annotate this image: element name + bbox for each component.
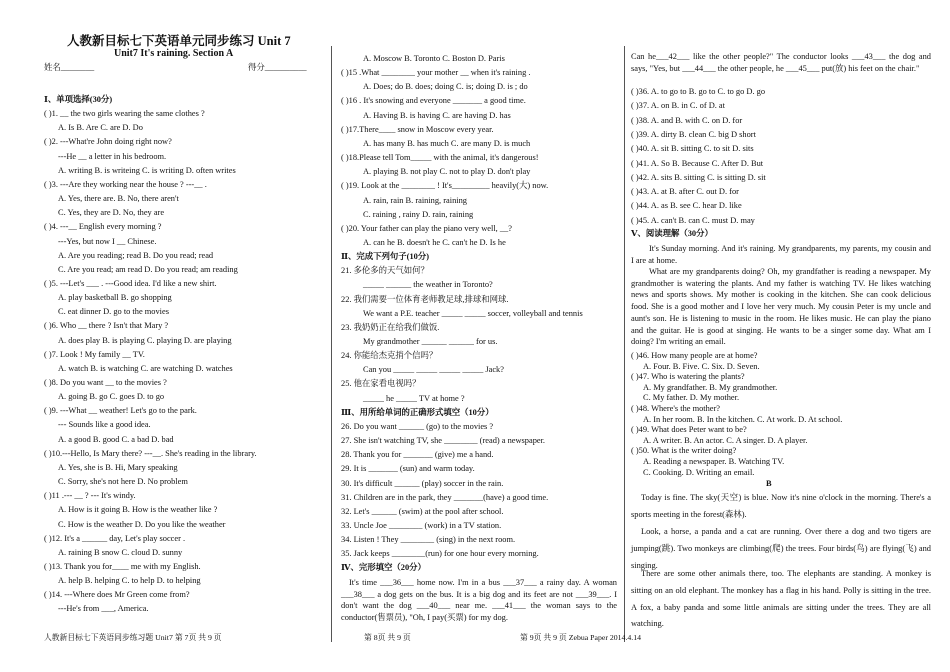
question-line: ( )36. A. to go to B. go to C. to go D. go <box>631 87 766 96</box>
question-line: ( )15 .What ________ your mother __ when it's raining . <box>341 68 531 78</box>
option-line: A. Is B. Are C. are D. Do <box>58 123 143 133</box>
question-line: ( )4. ---__ English every morning ? <box>44 222 162 232</box>
question-line: ( )19. Look at the ________ ! It's_________ heavily(大) now. <box>341 181 549 191</box>
question-line: ( )13. Thank you for____ me with my English. <box>44 561 201 571</box>
option-line: A. Yes, she is B. Hi, Mary speaking <box>58 462 178 472</box>
section-heading: Ⅰ、单项选择(30分) <box>44 95 113 104</box>
option-line: _____ ______ the weather in Toronto? <box>363 280 493 290</box>
page-subtitle: Unit7 It's raining. Section A <box>114 48 234 59</box>
question-line: ( )14. ---Where does Mr Green come from? <box>44 590 190 600</box>
question-line: 26. Do you want ______ (go) to the movies ? <box>341 421 494 431</box>
option-line: C. Cooking. D. Writing an email. <box>643 467 755 477</box>
question-line: 27. She isn't watching TV, she ________ (read) a newspaper. <box>341 436 546 446</box>
option-line: A. a good B. good C. a bad D. bad <box>58 434 174 444</box>
footer-right: 第 9页 共 9 页 Zebua Paper 2014.4.14 <box>520 633 642 642</box>
page-title: 人教新目标七下英语单元同步练习 Unit 7 <box>67 34 291 48</box>
passage-a-p2: What are my grandparents doing? Oh, my grandfather is reading a newspaper. My grandmother is watering the plants. And my father is watching TV. He likes watching news and sports shows. My mother is cooking in the kitchen. She can cook delicious food. She is a good mother and I love her very much. My cousin Peter is my uncle and aunt's son. He is listening to music in the room. He likes music. He can play the piano and the guitar. He is good at singing. He wants to be a singer some day. What am I doing? I'm writing an email. <box>631 267 931 347</box>
option-line: A. has many B. has much C. are many D. is much <box>363 138 531 148</box>
column-1 <box>0 0 331 672</box>
option-line: A. Are you reading; read B. Do you read; read <box>58 250 214 260</box>
question-line: 35. Jack keeps ________(run) for one hour every morning. <box>341 549 539 559</box>
option-line: ---He's from ___, America. <box>58 604 149 614</box>
option-line: --- Sounds like a good idea. <box>58 420 151 430</box>
option-line: We want a P.E. teacher _____ _____ soccer, volleyball and tennis <box>363 308 583 318</box>
score-field: 得分__________ <box>248 63 307 72</box>
question-line: 31. Children are in the park, they _______(have) a good time. <box>341 492 549 502</box>
option-line: A. How is it going B. How is the weather like ? <box>58 505 218 515</box>
option-line: A. going B. go C. goes D. to go <box>58 392 165 402</box>
question-line: ( )48. Where's the mother? <box>631 404 721 413</box>
option-line: A. watch B. is watching C. are watching D. watches <box>58 363 233 373</box>
question-line: ( )7. Look ! My family __ TV. <box>44 349 145 359</box>
column-2 <box>331 0 624 672</box>
cloze-passage-end: Can he___42___ like the other people?" The conductor looks ___43___ the dog and says, "Yes, but ___44___ the other people, he ___45___ put(放) his feet on the chair." <box>631 52 931 73</box>
section-heading: Ⅱ、完成下列句子(10分) <box>341 252 430 262</box>
option-line: A. rain, rain B. raining, raining <box>363 195 467 205</box>
cloze-passage-start: It's time ___36___ home now. I'm in a bus ___37___ a rainy day. A woman ___38___ a dog gets on the bus. It is a big dog and its feet are not ___39___. I don't want the dog ___40___ near me. ___41___ the woman says to the conductor(售票员), "Oh, I pay(买票) for my dog. <box>341 578 617 623</box>
question-line: 24. 你能给杰克捎个信吗？ <box>341 351 438 361</box>
question-line: ( )17.There____ snow in Moscow every year. <box>341 124 494 134</box>
option-line: Can you _____ _____ _____ _____ Jack? <box>363 365 504 375</box>
question-line: 29. It is _______ (sun) and warm today. <box>341 464 475 474</box>
question-line: ( )18.Please tell Tom_____ with the animal, it's dangerous! <box>341 153 539 163</box>
question-line: ( )8. Do you want __ to the movies ? <box>44 378 167 387</box>
footer-middle: 第 8页 共 9 页 <box>364 633 411 642</box>
question-line: ( )1. __ the two girls wearing the same clothes ? <box>44 109 205 119</box>
option-line: C. Are you read; am read D. Do you read; am reading <box>58 264 238 274</box>
question-line: 21. 多伦多的天气如何？ <box>341 266 429 276</box>
question-line: 32. Let's ______ (swim) at the pool after school. <box>341 506 504 516</box>
option-line: C. My father. D. My mother. <box>643 393 740 403</box>
question-line: ( )11 .--- __ ? --- It's windy. <box>44 491 136 501</box>
question-line: ( )38. A. and B. with C. on D. for <box>631 115 743 125</box>
question-line: ( )16 . It's snowing and everyone _______ a good time. <box>341 96 526 106</box>
question-line: ( )2. ---What're John doing right now? <box>44 137 172 147</box>
option-line: A. My grandfather. B. My grandmother. <box>643 382 778 392</box>
option-line: A. does play B. is playing C. playing D. are playing <box>58 335 232 345</box>
footer-left: 人教新目标七下英语同步练习题 Unit7 第 7页 共 9 页 <box>44 633 222 642</box>
question-line: 22. 我们需要一位体育老师教足球,排球和网球. <box>341 294 509 304</box>
section-5-heading: Ⅴ、阅读理解（30分） <box>631 229 713 238</box>
question-line: ( )42. A. sits B. sitting C. is sitting D. sit <box>631 172 766 182</box>
question-line: ( )45. A. can't B. can C. must D. may <box>631 215 755 225</box>
question-line: 25. 他在家看电视吗？ <box>341 379 421 389</box>
option-line: _____ he _____ TV at home ? <box>363 393 465 403</box>
question-line: ( )39. A. dirty B. clean C. big D short <box>631 129 756 139</box>
section-heading: Ⅳ、完形填空（20分） <box>341 563 426 573</box>
name-field: 姓名________ <box>44 63 95 72</box>
question-line: ( )50. What is the writer doing? <box>631 446 737 456</box>
option-line: C. raining , rainy D. rain, raining <box>363 209 474 219</box>
question-line: ( )6. Who __ there ? Isn't that Mary ? <box>44 321 169 331</box>
question-line: ( )43. A. at B. after C. out D. for <box>631 187 739 197</box>
question-line: ( )10.---Hello, Is Mary there? ---__. She's reading in the library. <box>44 448 257 458</box>
option-line: A. play basketball B. go shopping <box>58 293 172 303</box>
option-line: A. Four. B. Five. C. Six. D. Seven. <box>643 361 760 371</box>
option-line: A. can he B. doesn't he C. can't he D. Is he <box>363 237 506 247</box>
option-line: A. Reading a newspaper. B. Watching TV. <box>643 457 785 466</box>
passage-b-p3: There are some other animals there, too. The elephants are standing. A monkey is sitting on an old elephant. The monkey has a flag in his hand. Polly is sitting in the tree. A fox, a baby panda and some little animals are sitting under the trees. They are all watching. <box>631 569 931 629</box>
passage-b-label: B <box>766 479 772 488</box>
question-line: ( )3. ---Are they working near the house ? ---__ . <box>44 179 207 189</box>
question-line: ( )12. It's a ______ day, Let's play soccer . <box>44 533 186 543</box>
option-line: ---He __ a letter in his bedroom. <box>58 151 167 161</box>
option-line: A. Yes, there are. B. No, there aren't <box>58 194 179 204</box>
question-line: 33. Uncle Joe ________ (work) in a TV station. <box>341 520 502 530</box>
passage-b-p1: Today is fine. The sky(天空) is blue. Now it's nine o'clock in the morning. There's a sports meeting in the forest(森林). <box>631 493 931 519</box>
option-line: C. eat dinner D. go to the movies <box>58 307 169 317</box>
option-line: A. help B. helping C. to help D. to helping <box>58 576 201 586</box>
question-line: ( )20. Your father can play the piano very well, __? <box>341 223 512 233</box>
column-3 <box>624 0 950 672</box>
question-line: ( )49. What does Peter want to be? <box>631 425 747 435</box>
option-line: A. Having B. is having C. are having D. has <box>363 110 511 120</box>
question-line: ( )41. A. So B. Because C. After D. But <box>631 158 764 168</box>
question-line: 28. Thank you for _______ (give) me a hand. <box>341 450 494 460</box>
question-line: ( )9. ---What __ weather! Let's go to the park. <box>44 406 197 416</box>
option-line: A. Moscow B. Toronto C. Boston D. Paris <box>363 54 505 63</box>
question-line: ( )37. A. on B. in C. of D. at <box>631 101 725 111</box>
option-line: My grandmother ______ ______ for us. <box>363 337 498 346</box>
question-line: 34. Listen ! They ________ (sing) in the next room. <box>341 535 516 545</box>
question-line: ( )40. A. sit B. sitting C. to sit D. sits <box>631 144 754 154</box>
option-line: C. How is the weather D. Do you like the weather <box>58 519 226 529</box>
option-line: A. writing B. is writeing C. is writing D. often writes <box>58 165 236 175</box>
passage-a-p1: It's Sunday morning. And it's raining. My grandparents, my parents, my cousin and I are at home. <box>631 244 931 265</box>
question-line: ( )5. ---Let's ___ . ---Good idea. I'd like a new shirt. <box>44 278 217 288</box>
option-line: A. raining B snow C. cloud D. sunny <box>58 547 183 557</box>
option-line: A. playing B. not play C. not to play D. don't play <box>363 167 531 177</box>
question-line: ( )47. Who is watering the plants? <box>631 372 745 382</box>
question-line: 30. It's difficult ______ (play) soccer in the rain. <box>341 478 504 488</box>
option-line: C. Yes, they are D. No, they are <box>58 208 165 218</box>
option-line: A. A writer. B. An actor. C. A singer. D. A player. <box>643 435 808 445</box>
section-heading: Ⅲ、用所给单词的正确形式填空（10分） <box>341 407 494 417</box>
option-line: C. Sorry, she's not here D. No problem <box>58 477 188 487</box>
option-line: A. In her room. B. In the kitchen. C. At work. D. At school. <box>643 414 843 424</box>
question-line: 23. 我奶奶正在给我们做饭. <box>341 322 440 332</box>
option-line: ---Yes, but now I __ Chinese. <box>58 236 157 246</box>
passage-b-p2: Look, a horse, a panda and a cat are running. Over there a dog and two tigers are jumping(跳). Two monkeys are climbing(爬) the trees. Four birds(鸟) are flying(飞) and singing. <box>631 527 931 570</box>
question-line: ( )46. How many people are at home? <box>631 351 758 360</box>
question-line: ( )44. A. as B. see C. hear D. like <box>631 201 742 211</box>
option-line: A. Does; do B. does; doing C. is; doing D. is ; do <box>363 82 528 92</box>
